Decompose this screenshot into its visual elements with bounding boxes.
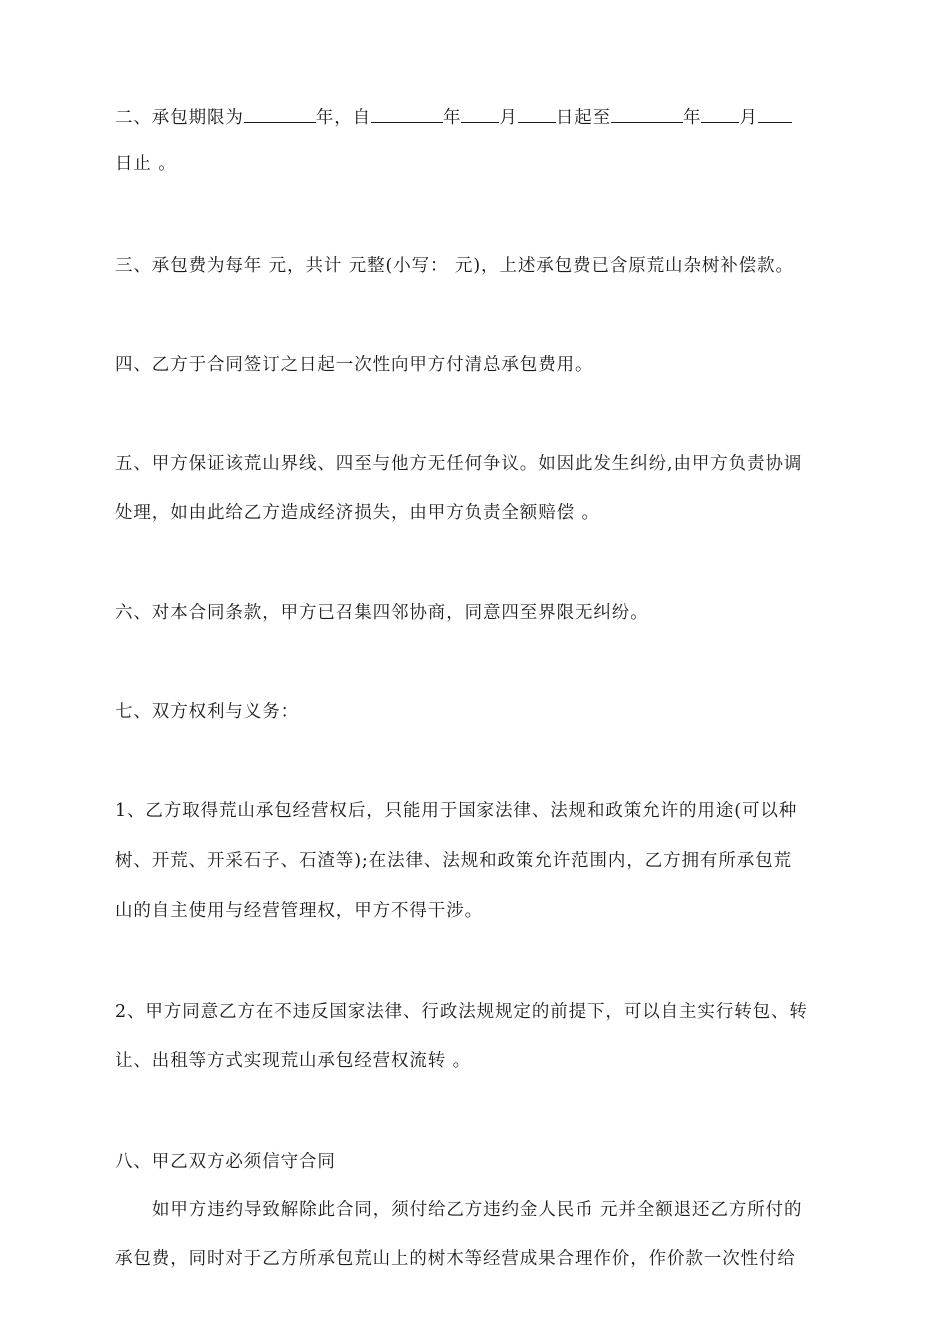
- clause-5-line-1: 五、甲方保证该荒山界线、四至与他方无任何争议。如因此发生纠纷,由甲方负责协调: [115, 454, 803, 474]
- blank-end-day: [758, 104, 792, 123]
- clause-2-text: 月: [499, 108, 518, 128]
- clause-4: 四、乙方于合同签订之日起一次性向甲方付清总承包费用。: [115, 355, 594, 375]
- clause-8-title: 八、甲乙双方必须信守合同: [115, 1152, 336, 1172]
- clause-8-line-1: 如甲方违约导致解除此合同，须付给乙方违约金人民币 元并全额退还乙方所付的: [152, 1200, 803, 1220]
- clause-3: 三、承包费为每年 元，共计 元整(小写： 元)，上述承包费已含原荒山杂树补偿款。: [115, 256, 794, 276]
- blank-end-year: [611, 104, 683, 123]
- clause-8-line-2: 承包费，同时对于乙方所承包荒山上的树木等经营成果合理作价，作价款一次性付给: [115, 1249, 796, 1269]
- clause-7-title: 七、双方权利与义务：: [115, 702, 299, 722]
- blank-start-day: [518, 104, 556, 123]
- clause-2-text: 月: [739, 108, 758, 128]
- clause-7-item-2-line-2: 让、出租等方式实现荒山承包经营权流转 。: [115, 1051, 472, 1071]
- clause-2-text: 年，自: [315, 108, 372, 128]
- clause-2-text: 二、承包期限为: [115, 108, 244, 128]
- clause-7-item-1-line-3: 山的自主使用与经营管理权，甲方不得干涉。: [115, 901, 483, 921]
- clause-2-text: 年: [683, 108, 702, 128]
- blank-end-month: [701, 104, 739, 123]
- clause-2-text: 年: [443, 108, 462, 128]
- blank-start-year: [371, 104, 443, 123]
- blank-start-month: [461, 104, 499, 123]
- clause-2-text: 日起至: [555, 108, 612, 128]
- clause-2-line-1: [115, 104, 845, 130]
- clause-6: 六、对本合同条款，甲方已召集四邻协商，同意四至界限无纠纷。: [115, 603, 649, 623]
- clause-7-item-2-line-1: 2、甲方同意乙方在不违反国家法律、行政法规规定的前提下，可以自主实行转包、转: [115, 1002, 808, 1022]
- blank-years: [244, 104, 316, 123]
- clause-7-item-1-line-1: 1、乙方取得荒山承包经营权后，只能用于国家法律、法规和政策允许的用途(可以种: [115, 801, 798, 821]
- clause-5-line-2: 处理，如由此给乙方造成经济损失，由甲方负责全额赔偿 。: [115, 503, 600, 523]
- clause-7-item-1-line-2: 树、开荒、开采石子、石渣等);在法律、法规和政策允许范围内，乙方拥有所承包荒: [115, 851, 792, 871]
- clause-2-line-2: 日止 。: [115, 154, 177, 174]
